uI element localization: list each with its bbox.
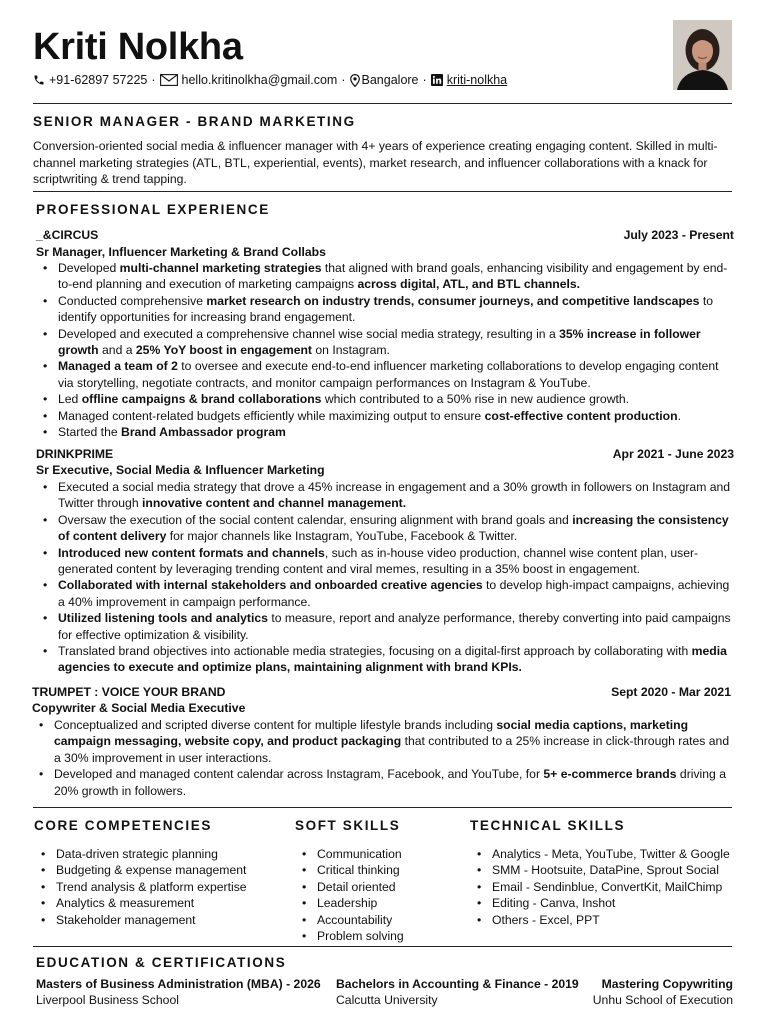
phone-icon <box>33 74 45 86</box>
map-pin-icon <box>350 74 360 87</box>
bullet-item: • Utilized listening tools and analytics to measure, report and analyze performance, thereby converting into paid campaigns for effective optimization & visibility. <box>36 610 736 643</box>
separator: · <box>151 73 156 87</box>
job-dates: Sept 2020 - Mar 2021 <box>611 685 731 699</box>
bullet-item: • Managed a team of 2 to oversee and execute end-to-end influencer marketing collaborations to develop engaging content via storytelling, negotiate contracts, and monitor campaign performances on Instagram & YouTube. <box>36 358 736 391</box>
profile-photo <box>673 20 732 90</box>
separator: · <box>422 73 427 87</box>
location: Bangalore <box>361 73 419 87</box>
skill-item: • Analytics - Meta, YouTube, Twitter & Google <box>470 846 732 862</box>
education-item <box>593 976 733 1008</box>
contact-line <box>33 72 507 88</box>
divider <box>33 946 732 947</box>
soft-skills-list <box>295 846 455 944</box>
profile-summary: Conversion-oriented social media & influencer manager with 4+ years of experience creating engaging content. Skilled in multi-channel marketing strategies (ATL, BTL, experiential, events), market research, and influencer collaborations with a knack for scriptwriting & trend tapping. <box>33 139 718 186</box>
company-name: TRUMPET : VOICE YOUR BRAND <box>32 685 226 699</box>
bullet-item: • Conducted comprehensive market research on industry trends, consumer journeys, and competitive landscapes to identify opportunities for increasing brand engagement. <box>36 293 736 326</box>
divider <box>33 191 732 192</box>
job-title: SENIOR MANAGER - BRAND MARKETING <box>33 114 356 129</box>
skill-item: • Budgeting & expense management <box>34 862 274 878</box>
company-name: _&CIRCUS <box>36 228 99 242</box>
job-bullets <box>36 479 736 676</box>
skill-item: • Others - Excel, PPT <box>470 912 732 928</box>
degree: Masters of Business Administration (MBA) - 2026 <box>36 977 321 991</box>
bullet-item: • Developed multi-channel marketing strategies that aligned with brand goals, enhancing visibility and engagement by end-to-end planning and execution of marketing campaigns across digital, ATL, and BTL channels. <box>36 260 736 293</box>
bullet-item: • Conceptualized and scripted diverse content for multiple lifestyle brands including social media captions, marketing campaign messaging, website copy, and product packaging that contributed to a 25% increase in click-through rates and a 30% improvement in user interactions. <box>32 717 732 766</box>
job-dates: Apr 2021 - June 2023 <box>612 447 734 461</box>
skill-item: • Detail oriented <box>295 879 455 895</box>
skill-item: • Analytics & measurement <box>34 895 274 911</box>
job-header <box>36 446 734 463</box>
bullet-item: • Oversaw the execution of the social content calendar, ensuring alignment with brand goals and increasing the consistency of content delivery for major channels like Instagram, YouTube, Facebook & Twitter. <box>36 512 736 545</box>
divider <box>33 807 732 808</box>
job-dates: July 2023 - Present <box>623 228 734 242</box>
technical-skills-list <box>470 846 732 928</box>
skill-item: • Problem solving <box>295 928 455 944</box>
separator: · <box>341 73 346 87</box>
job-header <box>36 227 734 244</box>
email-address[interactable]: hello.kritinolkha@gmail.com <box>181 73 338 87</box>
bullet-item: • Developed and executed a comprehensive channel wise social media strategy, resulting in a 35% increase in follower growth and a 25% YoY boost in engagement on Instagram. <box>36 326 736 359</box>
education-item <box>336 976 579 1008</box>
job-role: Sr Manager, Influencer Marketing & Brand Collabs <box>36 245 326 259</box>
degree: Bachelors in Accounting & Finance - 2019 <box>336 977 579 991</box>
bullet-item: • Started the Brand Ambassador program <box>36 424 736 440</box>
envelope-icon <box>160 74 178 86</box>
section-heading-education: EDUCATION & CERTIFICATIONS <box>36 955 287 970</box>
bullet-item: • Introduced new content formats and channels, such as in-house video production, channel wise content plan, user-generated content by leveraging trending content and viral memes, resulting in a 35% boost in engagement. <box>36 545 736 578</box>
skill-item: • Trend analysis & platform expertise <box>34 879 274 895</box>
bullet-item: • Translated brand objectives into actionable media strategies, focusing on a digital-first approach by collaborating with media agencies to execute and optimize plans, maintaining alignment with brand KPIs. <box>36 643 736 676</box>
skill-item: • Accountability <box>295 912 455 928</box>
bullet-item: • Developed and managed content calendar across Instagram, Facebook, and YouTube, for 5+ e-commerce brands driving a 20% growth in followers. <box>32 766 732 799</box>
skill-item: • Editing - Canva, Inshot <box>470 895 732 911</box>
linkedin-icon <box>431 74 443 86</box>
bullet-item: • Led offline campaigns & brand collaborations which contributed to a 50% rise in new audience growth. <box>36 391 736 407</box>
skill-item: • Leadership <box>295 895 455 911</box>
candidate-name: Kriti Nolkha <box>33 26 243 68</box>
skill-item: • SMM - Hootsuite, DataPine, Sprout Social <box>470 862 732 878</box>
skill-item: • Communication <box>295 846 455 862</box>
job-header <box>32 684 731 701</box>
degree: Mastering Copywriting <box>601 977 733 991</box>
bullet-item: • Collaborated with internal stakeholders and onboarded creative agencies to develop high-impact campaigns, achieving a 40% improvement in campaign performance. <box>36 577 736 610</box>
phone-number[interactable]: +91-62897 57225 <box>49 73 148 87</box>
core-competencies-list <box>34 846 274 928</box>
job-role: Copywriter & Social Media Executive <box>32 701 246 715</box>
skill-item: • Critical thinking <box>295 862 455 878</box>
skill-item: • Data-driven strategic planning <box>34 846 274 862</box>
institution: Liverpool Business School <box>36 993 179 1007</box>
section-heading-technical-skills: TECHNICAL SKILLS <box>470 818 626 833</box>
job-role: Sr Executive, Social Media & Influencer Marketing <box>36 463 325 477</box>
education-item <box>36 976 321 1008</box>
section-heading-experience: PROFESSIONAL EXPERIENCE <box>36 202 270 217</box>
company-name: DRINKPRIME <box>36 447 114 461</box>
institution: Calcutta University <box>336 993 438 1007</box>
bullet-item: • Executed a social media strategy that drove a 45% increase in engagement and a 30% growth in followers on Instagram and Twitter through innovative content and channel management. <box>36 479 736 512</box>
section-heading-core-competencies: CORE COMPETENCIES <box>34 818 212 833</box>
job-bullets <box>32 717 732 799</box>
section-heading-soft-skills: SOFT SKILLS <box>295 818 401 833</box>
linkedin-link[interactable]: kriti-nolkha <box>446 73 508 87</box>
divider <box>33 103 732 104</box>
skill-item: • Email - Sendinblue, ConvertKit, MailChimp <box>470 879 732 895</box>
institution: Unhu School of Execution <box>592 993 733 1007</box>
bullet-item: • Managed content-related budgets efficiently while maximizing output to ensure cost-effective content production. <box>36 408 736 424</box>
job-bullets <box>36 260 736 440</box>
skill-item: • Stakeholder management <box>34 912 274 928</box>
